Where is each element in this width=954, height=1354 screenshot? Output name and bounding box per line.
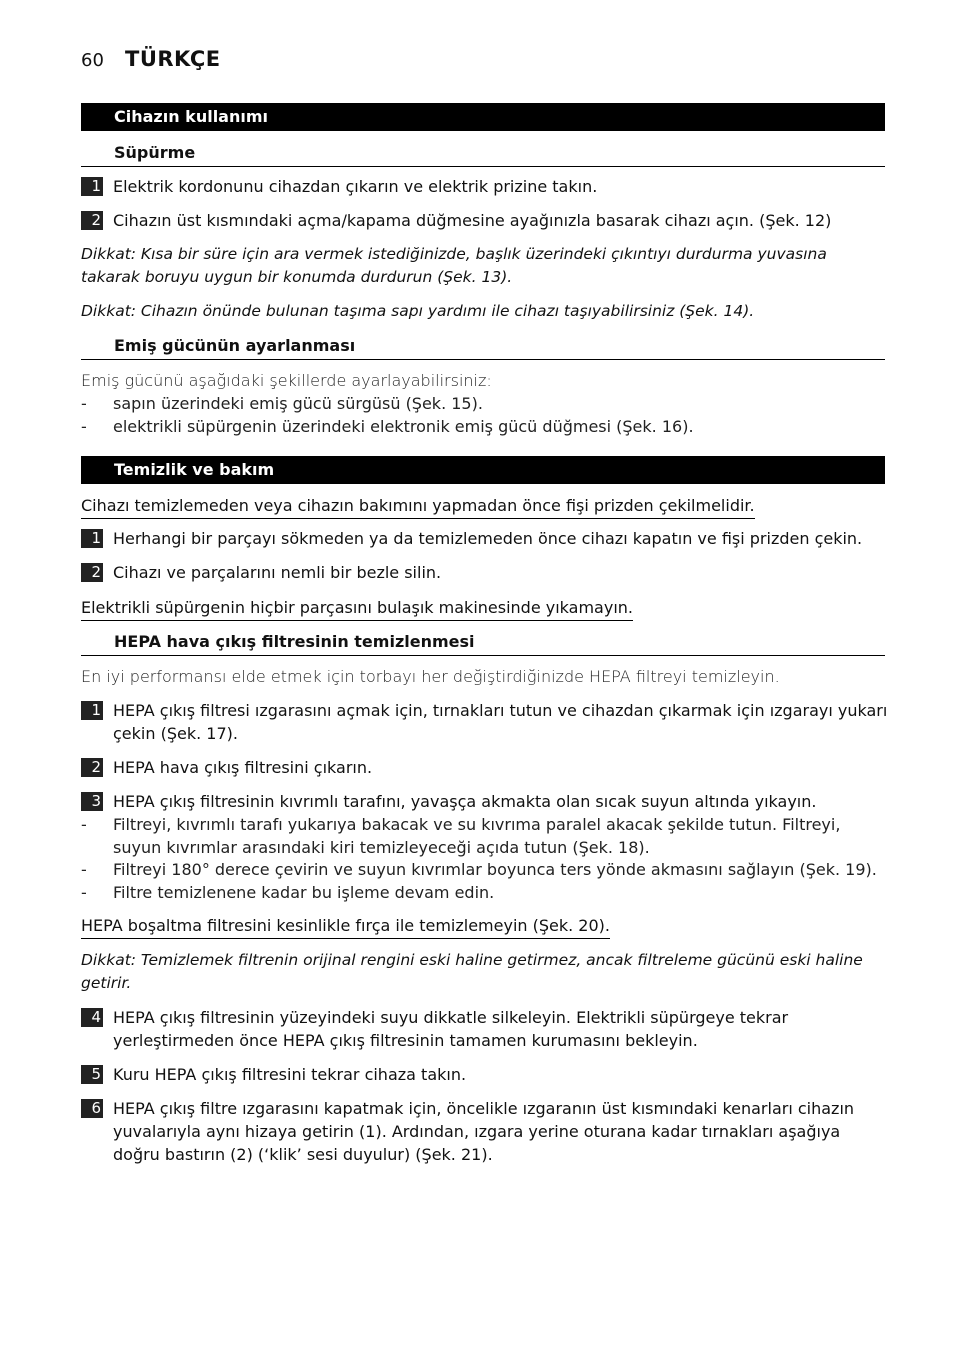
bullet-dash: - <box>81 883 87 902</box>
note-text: Dikkat: Temizlemek filtrenin orijinal rengini eski haline getirmez, ancak filtreleme gücünü eski haline getirir. <box>81 951 863 992</box>
note-text: Dikkat: Kısa bir süre için ara vermek istediğinizde, başlık üzerindeki çıkıntıyı durdurma yuvasına takarak boruyu uygun bir konumda durdurun (Şek. 13). <box>81 245 827 286</box>
subsection-title-hepa: HEPA hava çıkış filtresinin temizlenmesi <box>114 632 475 651</box>
intro-text: En iyi performansı elde etmek için torbayı her değiştirdiğinizde HEPA filtreyi temizleyin. <box>81 667 780 686</box>
step-number: 4 <box>81 1008 103 1027</box>
step-number: 2 <box>81 211 103 230</box>
page-number: 60 <box>81 50 104 71</box>
step-text: HEPA hava çıkış filtresini çıkarın. <box>113 758 373 777</box>
bullet-text: Filtre temizlenene kadar bu işleme devam edin. <box>113 883 495 902</box>
subsection-title-suction-power: Emiş gücünün ayarlanması <box>114 336 356 355</box>
step-text: Herhangi bir parçayı sökmeden ya da temizlemeden önce cihazı kapatın ve fişi prizden çekin. <box>113 529 863 548</box>
step-number: 2 <box>81 758 103 777</box>
subsection-rule <box>81 166 885 167</box>
step-text: Elektrik kordonunu cihazdan çıkarın ve elektrik prizine takın. <box>113 177 598 196</box>
language-title: TÜRKÇE <box>125 47 221 71</box>
warning-text: Elektrikli süpürgenin hiçbir parçasını bulaşık makinesinde yıkamayın. <box>81 596 633 621</box>
step-text: Cihazın üst kısmındaki açma/kapama düğmesine ayağınızla basarak cihazı açın. (Şek. 12) <box>113 211 832 230</box>
step-text: Kuru HEPA çıkış filtresini tekrar cihaza takın. <box>113 1065 467 1084</box>
bullet-dash: - <box>81 417 87 436</box>
bullet-text: Filtreyi, kıvrımlı tarafı yukarıya bakacak ve su kıvrıma paralel akacak şekilde tutun. Filtreyi, suyun kıvrımlar arasındaki kiri temizleyeceği açıda tutun (Şek. 18). <box>113 815 841 857</box>
subsection-rule <box>81 359 885 360</box>
bullet-dash: - <box>81 860 87 879</box>
bullet-dash: - <box>81 394 87 413</box>
step-number: 1 <box>81 701 103 720</box>
intro-text: Emiş gücünü aşağıdaki şekillerde ayarlayabilirsiniz: <box>81 371 492 390</box>
bullet-text: elektrikli süpürgenin üzerindeki elektronik emiş gücü düğmesi (Şek. 16). <box>113 417 694 436</box>
step-text: HEPA çıkış filtresi ızgarasını açmak için, tırnakları tutun ve cihazdan çıkarmak için ızgarayı yukarı çekin (Şek. 17). <box>113 701 888 743</box>
step-text: HEPA çıkış filtresinin yüzeyindeki suyu dikkatle silkeleyin. Elektrikli süpürgeye tekrar yerleştirmeden önce HEPA çıkış filtresinin tamamen kurumasını bekleyin. <box>113 1008 789 1050</box>
step-text: Cihazı ve parçalarını nemli bir bezle silin. <box>113 563 442 582</box>
step-number: 1 <box>81 529 103 548</box>
step-number: 6 <box>81 1099 103 1118</box>
step-number: 2 <box>81 563 103 582</box>
step-number: 3 <box>81 792 103 811</box>
step-number: 1 <box>81 177 103 196</box>
step-text: HEPA çıkış filtre ızgarasını kapatmak için, öncelikle ızgaranın üst kısmındaki kenarları cihazın yuvalarıyla aynı hizaya getirin (1). Ardından, ızgara yerine oturana kadar tırnakları aşağıya doğru bastırın (2) (‘klik’ sesi duyulur) (Şek. 21). <box>113 1099 855 1164</box>
warning-text: Cihazı temizlemeden veya cihazın bakımını yapmadan önce fişi prizden çekilmelidir. <box>81 494 755 519</box>
warning-text: HEPA boşaltma filtresini kesinlikle fırça ile temizlemeyin (Şek. 20). <box>81 914 610 939</box>
subsection-title-vacuuming: Süpürme <box>114 143 196 162</box>
bullet-text: sapın üzerindeki emiş gücü sürgüsü (Şek. 15). <box>113 394 483 413</box>
section-title-cleaning: Temizlik ve bakım <box>114 460 275 479</box>
step-text: HEPA çıkış filtresinin kıvrımlı tarafını, yavaşça akmakta olan sıcak suyun altında yıkayın. <box>113 792 817 811</box>
step-number: 5 <box>81 1065 103 1084</box>
bullet-dash: - <box>81 815 87 834</box>
section-title-usage: Cihazın kullanımı <box>114 107 268 126</box>
note-text: Dikkat: Cihazın önünde bulunan taşıma sapı yardımı ile cihazı taşıyabilirsiniz (Şek. 14). <box>81 302 755 320</box>
subsection-rule <box>81 655 885 656</box>
bullet-text: Filtreyi 180° derece çevirin ve suyun kıvrımlar boyunca ters yönde akmasını sağlayın (Şek. 19). <box>113 860 877 879</box>
